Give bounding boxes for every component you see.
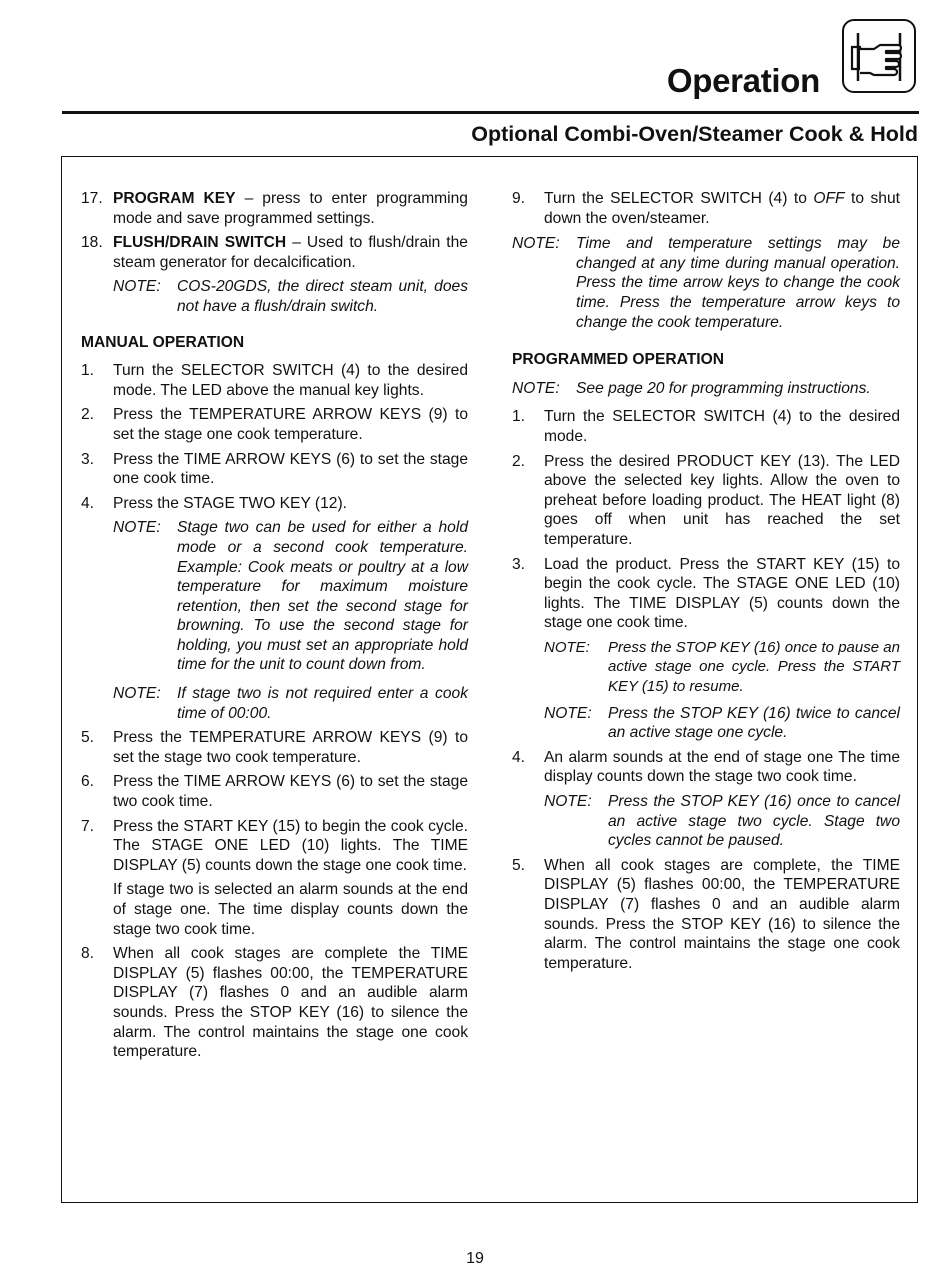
item-number: 5. <box>81 729 95 747</box>
item-number: 5. <box>512 856 526 874</box>
item-text: Press the STAGE TWO KEY (12). <box>113 494 347 512</box>
note-text: Stage two can be used for either a hold mode or a second cook temperature. Example: Cook meats or poultry at a low temperature for maximum moisture retention, then set the second stage for browning. To use the second stage for holding, you must set an appropriate hold time for the unit to count down from. <box>177 519 468 674</box>
note-label: NOTE: <box>544 638 590 656</box>
header-rule <box>62 111 919 114</box>
item-text: Press the START KEY (15) to begin the cook cycle. The STAGE ONE LED (10) lights. The TIME DISPLAY (5) counts down the stage one cook time. <box>113 817 468 874</box>
list-item <box>512 452 900 550</box>
list-item <box>81 728 468 767</box>
pointing-hand-icon <box>842 19 916 93</box>
list-item <box>512 856 900 974</box>
item-text: Turn the SELECTOR SWITCH (4) to the desired mode. <box>544 408 900 445</box>
note-text: If stage two is not required enter a cook time of 00:00. <box>177 685 468 722</box>
item-text: Turn the SELECTOR SWITCH (4) to <box>544 190 814 207</box>
item-paragraph: If stage two is selected an alarm sounds at the end of stage one. The time display counts down the stage two cook time. <box>113 881 468 938</box>
section-heading: PROGRAMMED OPERATION <box>512 351 724 369</box>
item-text: When all cook stages are complete the TIME DISPLAY (5) flashes 00:00, the TEMPERATURE DISPLAY (7) flashes 0 and an audible alarm sounds. Press the STOP KEY (16) to silence the alarm. The control maintains the stage one cook temperature. <box>113 945 468 1061</box>
section-title: Optional Combi-Oven/Steamer Cook & Hold <box>471 122 918 146</box>
item-text: – Used to flush/drain the steam generator for decalcification. <box>113 234 468 271</box>
item-text: When all cook stages are complete, the TIME DISPLAY (5) flashes 00:00, the TEMPERATURE DISPLAY (7) flashes 0 and an audible alarm sounds. Press the STOP KEY (16) to silence the alarm. The control maintains the stage one cook temperature. <box>544 856 900 972</box>
item-text: An alarm sounds at the end of stage one The time display counts down the stage two cook time. <box>544 748 900 786</box>
item-number: 9. <box>512 190 526 207</box>
item-text: Press the TIME ARROW KEYS (6) to set the stage two cook time. <box>113 773 468 811</box>
item-number: 7. <box>81 817 95 835</box>
list-item <box>512 748 900 851</box>
item-number: 18. <box>81 234 103 252</box>
item-number: 17. <box>81 190 103 207</box>
left-column <box>81 189 468 1067</box>
item-key: FLUSH/DRAIN SWITCH <box>113 234 287 252</box>
note <box>512 234 900 332</box>
item-number: 8. <box>81 945 95 963</box>
list-item <box>81 405 468 444</box>
item-emphasis: OFF <box>813 190 845 207</box>
list-item <box>81 494 468 724</box>
note-text: Press the STOP KEY (16) once to pause an active stage one cycle. Press the START KEY (15) to resume. <box>608 638 900 696</box>
note-label: NOTE: <box>113 519 161 537</box>
list-item <box>81 361 468 400</box>
list-item <box>81 189 468 228</box>
item-number: 1. <box>512 408 526 426</box>
note-label: NOTE: <box>512 379 560 397</box>
note-label: NOTE: <box>113 685 161 703</box>
item-key: PROGRAM KEY <box>113 190 236 207</box>
list-item <box>81 772 468 811</box>
note-text: Press the STOP KEY (16) twice to cancel an active stage one cycle. <box>608 704 900 742</box>
item-text: Press the desired PRODUCT KEY (13). The LED above the selected key lights. Allow the oven to preheat before loading product. The HEAT light (8) goes off when unit has reached the set temperature. <box>544 452 900 548</box>
item-text: to shut down the oven/steamer. <box>544 190 900 227</box>
item-number: 4. <box>81 494 95 512</box>
list-item <box>512 555 900 743</box>
item-text: – press to enter programming mode and save programmed settings. <box>113 190 468 227</box>
item-text: Load the product. Press the START KEY (15) to begin the cook cycle. The STAGE ONE LED (10) lights. The TIME DISPLAY (5) counts down the stage one cook time. <box>544 555 900 632</box>
note <box>544 704 900 743</box>
list-item <box>512 407 900 446</box>
note-label: NOTE: <box>113 278 161 296</box>
right-column <box>512 189 900 978</box>
item-number: 2. <box>81 406 95 424</box>
note-text: COS-20GDS, the direct steam unit, does not have a flush/drain switch. <box>177 278 468 315</box>
list-item <box>81 450 468 489</box>
note <box>113 277 468 316</box>
item-number: 4. <box>512 748 526 766</box>
item-number: 1. <box>81 362 95 380</box>
note-text: Time and temperature settings may be changed at any time during manual operation. Press the time arrow keys to change the cook time. Press the temperature arrow keys to change the cook temperature. <box>576 235 900 331</box>
item-number: 3. <box>512 555 526 573</box>
item-text: Press the TEMPERATURE ARROW KEYS (9) to set the stage two cook temperature. <box>113 729 468 766</box>
note-label: NOTE: <box>512 235 560 253</box>
item-number: 3. <box>81 450 95 468</box>
note <box>113 518 468 675</box>
list-item <box>81 944 468 1062</box>
item-text: Press the TEMPERATURE ARROW KEYS (9) to set the stage one cook temperature. <box>113 406 468 443</box>
list-item <box>81 233 468 316</box>
note-label: NOTE: <box>544 793 592 811</box>
item-text: Turn the SELECTOR SWITCH (4) to the desired mode. The LED above the manual key lights. <box>113 362 468 399</box>
page-number: 19 <box>466 1250 484 1267</box>
page-title: Operation <box>666 62 820 99</box>
note-text: See page 20 for programming instructions. <box>576 379 871 397</box>
list-item <box>81 817 468 940</box>
item-number: 2. <box>512 452 526 470</box>
note <box>544 638 900 697</box>
list-item <box>512 189 900 228</box>
note <box>544 792 900 851</box>
note-text: Press the STOP KEY (16) once to cancel an active stage two cycle. Stage two cycles cannot be paused. <box>608 793 900 850</box>
note <box>512 379 900 399</box>
item-number: 6. <box>81 773 95 791</box>
note <box>113 684 468 723</box>
section-heading: MANUAL OPERATION <box>81 333 245 351</box>
note-label: NOTE: <box>544 704 592 722</box>
item-text: Press the TIME ARROW KEYS (6) to set the stage one cook time. <box>113 450 468 488</box>
